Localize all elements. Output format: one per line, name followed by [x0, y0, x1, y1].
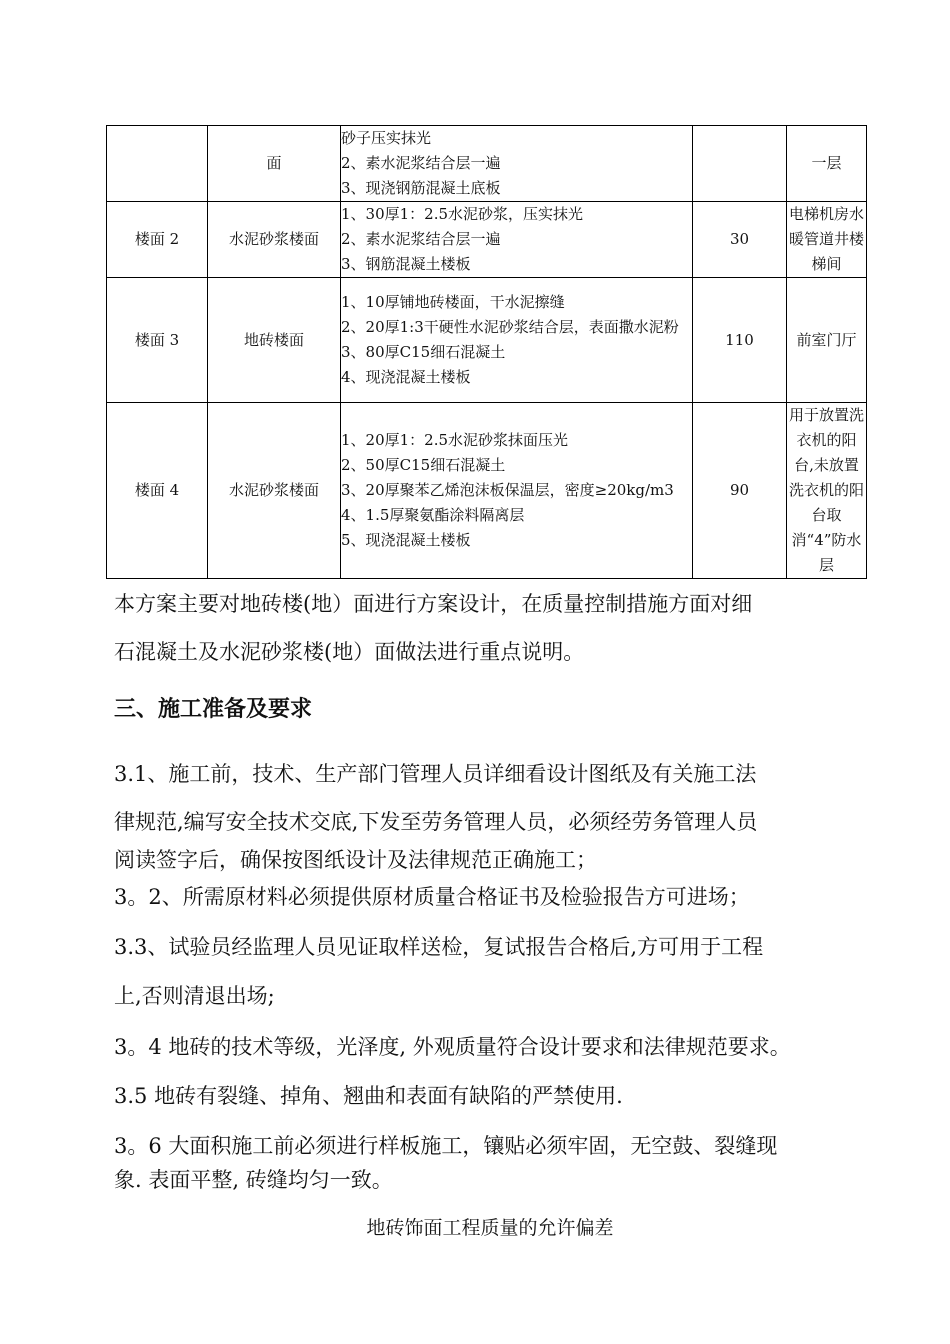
floor-name-cell: 地砖楼面: [208, 278, 341, 403]
construction-steps-cell: [341, 202, 693, 278]
step-line: 2、素水泥浆结合层一遍: [341, 154, 501, 172]
step-line: 砂子压实抹光: [341, 129, 432, 147]
table-row: [107, 202, 867, 278]
step-line: 3、80厚C15细石混凝土: [341, 343, 506, 361]
floor-code-cell: [107, 126, 208, 202]
location-cell: 电梯机房水暖管道井楼梯间: [787, 202, 867, 278]
paragraph-3-2: 3。2、所需原材料必须提供原材质量合格证书及检验报告方可进场；: [114, 885, 750, 909]
step-line: 1、20厚1：2.5水泥砂浆抹面压光: [341, 431, 569, 449]
intro-paragraph-line: 本方案主要对地砖楼(地）面进行方案设计，在质量控制措施方面对细: [114, 592, 753, 616]
floor-name-cell: 面: [208, 126, 341, 202]
step-line: 5、现浇混凝土楼板: [341, 531, 471, 549]
floor-code-cell: 楼面 4: [107, 403, 208, 579]
construction-steps-cell: [341, 403, 693, 579]
step-line: 2、素水泥浆结合层一遍: [341, 230, 501, 248]
table-row: [107, 126, 867, 202]
floor-name-cell: 水泥砂浆楼面: [208, 403, 341, 579]
intro-paragraph-line: 石混凝土及水泥砂浆楼(地）面做法进行重点说明。: [114, 640, 585, 664]
floor-code-cell: 楼面 2: [107, 202, 208, 278]
paragraph-3-1-line: 3.1、施工前，技术、生产部门管理人员详细看设计图纸及有关施工法: [114, 762, 757, 786]
step-line: 4、现浇混凝土楼板: [341, 368, 471, 386]
step-line: 3、现浇钢筋混凝土底板: [341, 179, 501, 197]
step-line: 4、1.5厚聚氨酯涂料隔离层: [341, 506, 525, 524]
paragraph-3-6-line: 象. 表面平整, 砖缝均匀一致。: [114, 1168, 393, 1192]
thickness-cell: 90: [693, 403, 787, 579]
paragraph-3-6-line: 3。6 大面积施工前必须进行样板施工，镶贴必须牢固，无空鼓、裂缝现: [114, 1134, 778, 1158]
paragraph-3-1-line: 阅读签字后，确保按图纸设计及法律规范正确施工；: [114, 848, 597, 872]
paragraph-3-4: 3。4 地砖的技术等级，光泽度, 外观质量符合设计要求和法律规范要求。: [114, 1035, 791, 1059]
step-line: 1、30厚1：2.5水泥砂浆，压实抹光: [341, 205, 584, 223]
location-cell: 用于放置洗衣机的阳台,未放置洗衣机的阳台取消“4”防水层: [787, 403, 867, 579]
location-cell: 前室门厅: [787, 278, 867, 403]
paragraph-3-3-line: 3.3、试验员经监理人员见证取样送检，复试报告合格后,方可用于工程: [114, 935, 764, 959]
table-row: [107, 403, 867, 579]
floor-spec-table: [106, 125, 867, 579]
thickness-cell: 30: [693, 202, 787, 278]
construction-steps-cell: [341, 278, 693, 403]
step-line: 2、50厚C15细石混凝土: [341, 456, 506, 474]
paragraph-3-1-line: 律规范,编写安全技术交底,下发至劳务管理人员，必须经劳务管理人员: [114, 810, 758, 834]
thickness-cell: [693, 126, 787, 202]
table-row: [107, 278, 867, 403]
floor-name-cell: 水泥砂浆楼面: [208, 202, 341, 278]
section-heading: 三、施工准备及要求: [114, 696, 313, 722]
paragraph-3-5: 3.5 地砖有裂缝、掉角、翘曲和表面有缺陷的严禁使用.: [114, 1084, 623, 1108]
paragraph-3-3-line: 上,否则清退出场;: [114, 984, 275, 1008]
step-line: 1、10厚铺地砖楼面，干水泥擦缝: [341, 293, 565, 311]
floor-code-cell: 楼面 3: [107, 278, 208, 403]
step-line: 3、钢筋混凝土楼板: [341, 255, 471, 273]
construction-steps-cell: [341, 126, 693, 202]
step-line: 2、20厚1:3干硬性水泥砂浆结合层，表面撒水泥粉: [341, 318, 679, 336]
table-caption: 地砖饰面工程质量的允许偏差: [366, 1217, 614, 1239]
location-cell: 一层: [787, 126, 867, 202]
thickness-cell: 110: [693, 278, 787, 403]
step-line: 3、20厚聚苯乙烯泡沫板保温层，密度≥20kg/m3: [341, 481, 674, 499]
